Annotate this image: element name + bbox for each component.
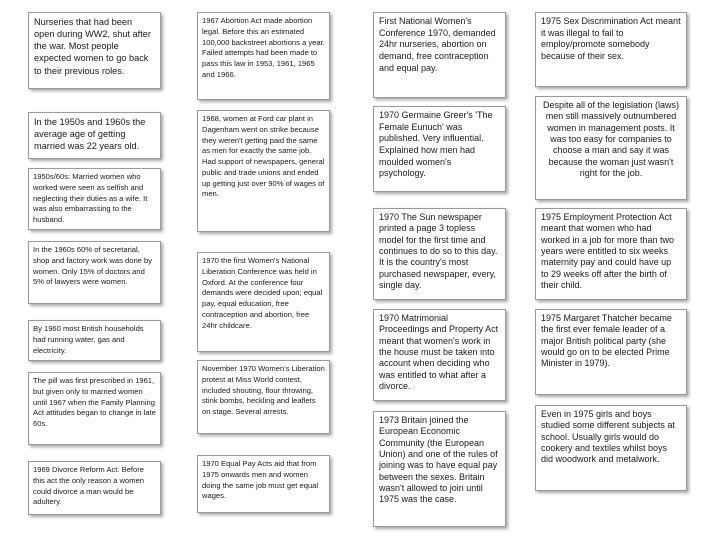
note-card-abortion-act [197, 12, 330, 100]
note-card-female-eunuch [373, 106, 506, 192]
note-card-sex-discrimination-act [535, 12, 687, 87]
note-text: In the 1950s and 1960s the average age of getting married was 22 years old. [34, 117, 146, 152]
note-text: 1970 Equal Pay Acts aid that from 1975 onwards men and women doing the same job must get equal wages. [202, 459, 319, 501]
note-text: First National Women's Conference 1970, demanded 24hr nurseries, abortion on demand, free contraception and equal pay. [379, 16, 496, 73]
note-text: November 1970 Women's Liberation protest at Miss World contest, included shouting, flour throwing, stink bombs, heckling and leaflets on stage. Several arrests. [202, 364, 325, 417]
note-text: Nurseries that had been open during WW2, shut after the war. Most people expected women to go back to their previous roles. [34, 17, 151, 76]
note-text: 1967 Abortion Act made abortion legal. Before this an estimated 100,000 backstreet abortions a year. Failed attempts had been made to pass this law in 1953, 1961, 1965 and 1966. [202, 16, 325, 79]
note-text: 1970 Matrimonial Proceedings and Property Act meant that women's work in the house must be taken into account when deciding who was entitled to what after a divorce. [379, 313, 499, 391]
note-card-1960-households [28, 320, 161, 361]
note-card-1960s-jobs [28, 241, 161, 304]
note-card-matrimonial-property-act [373, 309, 506, 401]
note-card-first-national-womens-conference [373, 12, 506, 98]
note-text: 1969 Divorce Reform Act. Before this act the only reason a women could divorce a man would be adultery. [33, 465, 145, 507]
note-card-the-pill [28, 372, 161, 445]
note-card-divorce-reform-act [28, 461, 161, 515]
note-text: Despite all of the legislation (laws) men still massively outnumbered women in management posts. It was too easy for companies to choose a man and say it was because the woman just wasn't right for the job. [542, 100, 680, 178]
note-text: 1950s/60s: Married women who worked were seen as selfish and neglecting their duties as a wife. It was also embarrassing to the husband. [33, 172, 148, 225]
note-text: 1968, women at Ford car plant in Dagenham went on strike because they weren't getting paid the same as men for exactly the same job. Had support of newspapers, general public and trade unions and ended up getting just over 90% of wages of men. [202, 114, 325, 199]
note-text: By 1960 most British households had running water, gas and electricity. [33, 324, 144, 355]
note-text: In the 1960s 60% of secretarial, shop and factory work was done by women. Only 15% of doctors and 5% of lawyers were women. [33, 245, 153, 287]
note-card-married-women-work [28, 168, 161, 230]
note-text: The pill was first prescribed in 1961, but given only to married women until 1967 when the Family Planning Act attitudes began to change in late 60s. [33, 376, 156, 429]
note-text: 1970 Germaine Greer's 'The Female Eunuch' was published. Very influential. Explained how men had moulded women's psychology. [379, 110, 493, 179]
note-text: 1975 Sex Discrimination Act meant it was illegal to fail to employ/promote somebody because of their sex. [541, 16, 681, 62]
note-card-margaret-thatcher [535, 309, 687, 395]
note-text: 1975 Margaret Thatcher became the first ever female leader of a major British political party (she would go on to be elected Prime Minister in 1979). [541, 313, 672, 369]
note-card-ford-dagenham-strike [197, 110, 330, 232]
note-card-sun-page-3 [373, 208, 506, 300]
note-card-school-subjects [535, 405, 687, 491]
note-card-miss-world-protest [197, 360, 330, 434]
note-text: 1970 the first Women's National Liberation Conference was held in Oxford. At the conference four demands were decided upon; equal pay, equal education, free contraception and abortion, free 24hr childcare. [202, 256, 323, 330]
note-card-management-posts [535, 96, 687, 200]
note-text: 1970 The Sun newspaper printed a page 3 topless model for the first time and continues to do so to this day. It is the country's most purchased newspaper, every, single day. [379, 212, 498, 290]
note-text: 1975 Employment Protection Act meant that women who had worked in a job for more than two years were entitled to six weeks maternity pay and could have up to 29 weeks off after the birth of their child. [541, 212, 675, 290]
note-text: Even in 1975 girls and boys studied some different subjects at school. Usually girls would do cookery and textiles whilst boys did woodwork and metalwork. [541, 409, 675, 465]
note-card-eec-joining [373, 411, 506, 527]
note-card-equal-pay-act [197, 455, 330, 513]
note-card-postwar-nurseries [28, 12, 161, 89]
note-card-employment-protection-act [535, 208, 687, 300]
note-text: 1973 Britain joined the European Economic Community (the European Union) and one of the rules of joining was to have equal pay between the sexes. Britain wasn't allowed to join until 1975 was the case. [379, 415, 498, 505]
note-card-marriage-age [28, 112, 161, 159]
note-card-womens-liberation-conference [197, 252, 330, 352]
